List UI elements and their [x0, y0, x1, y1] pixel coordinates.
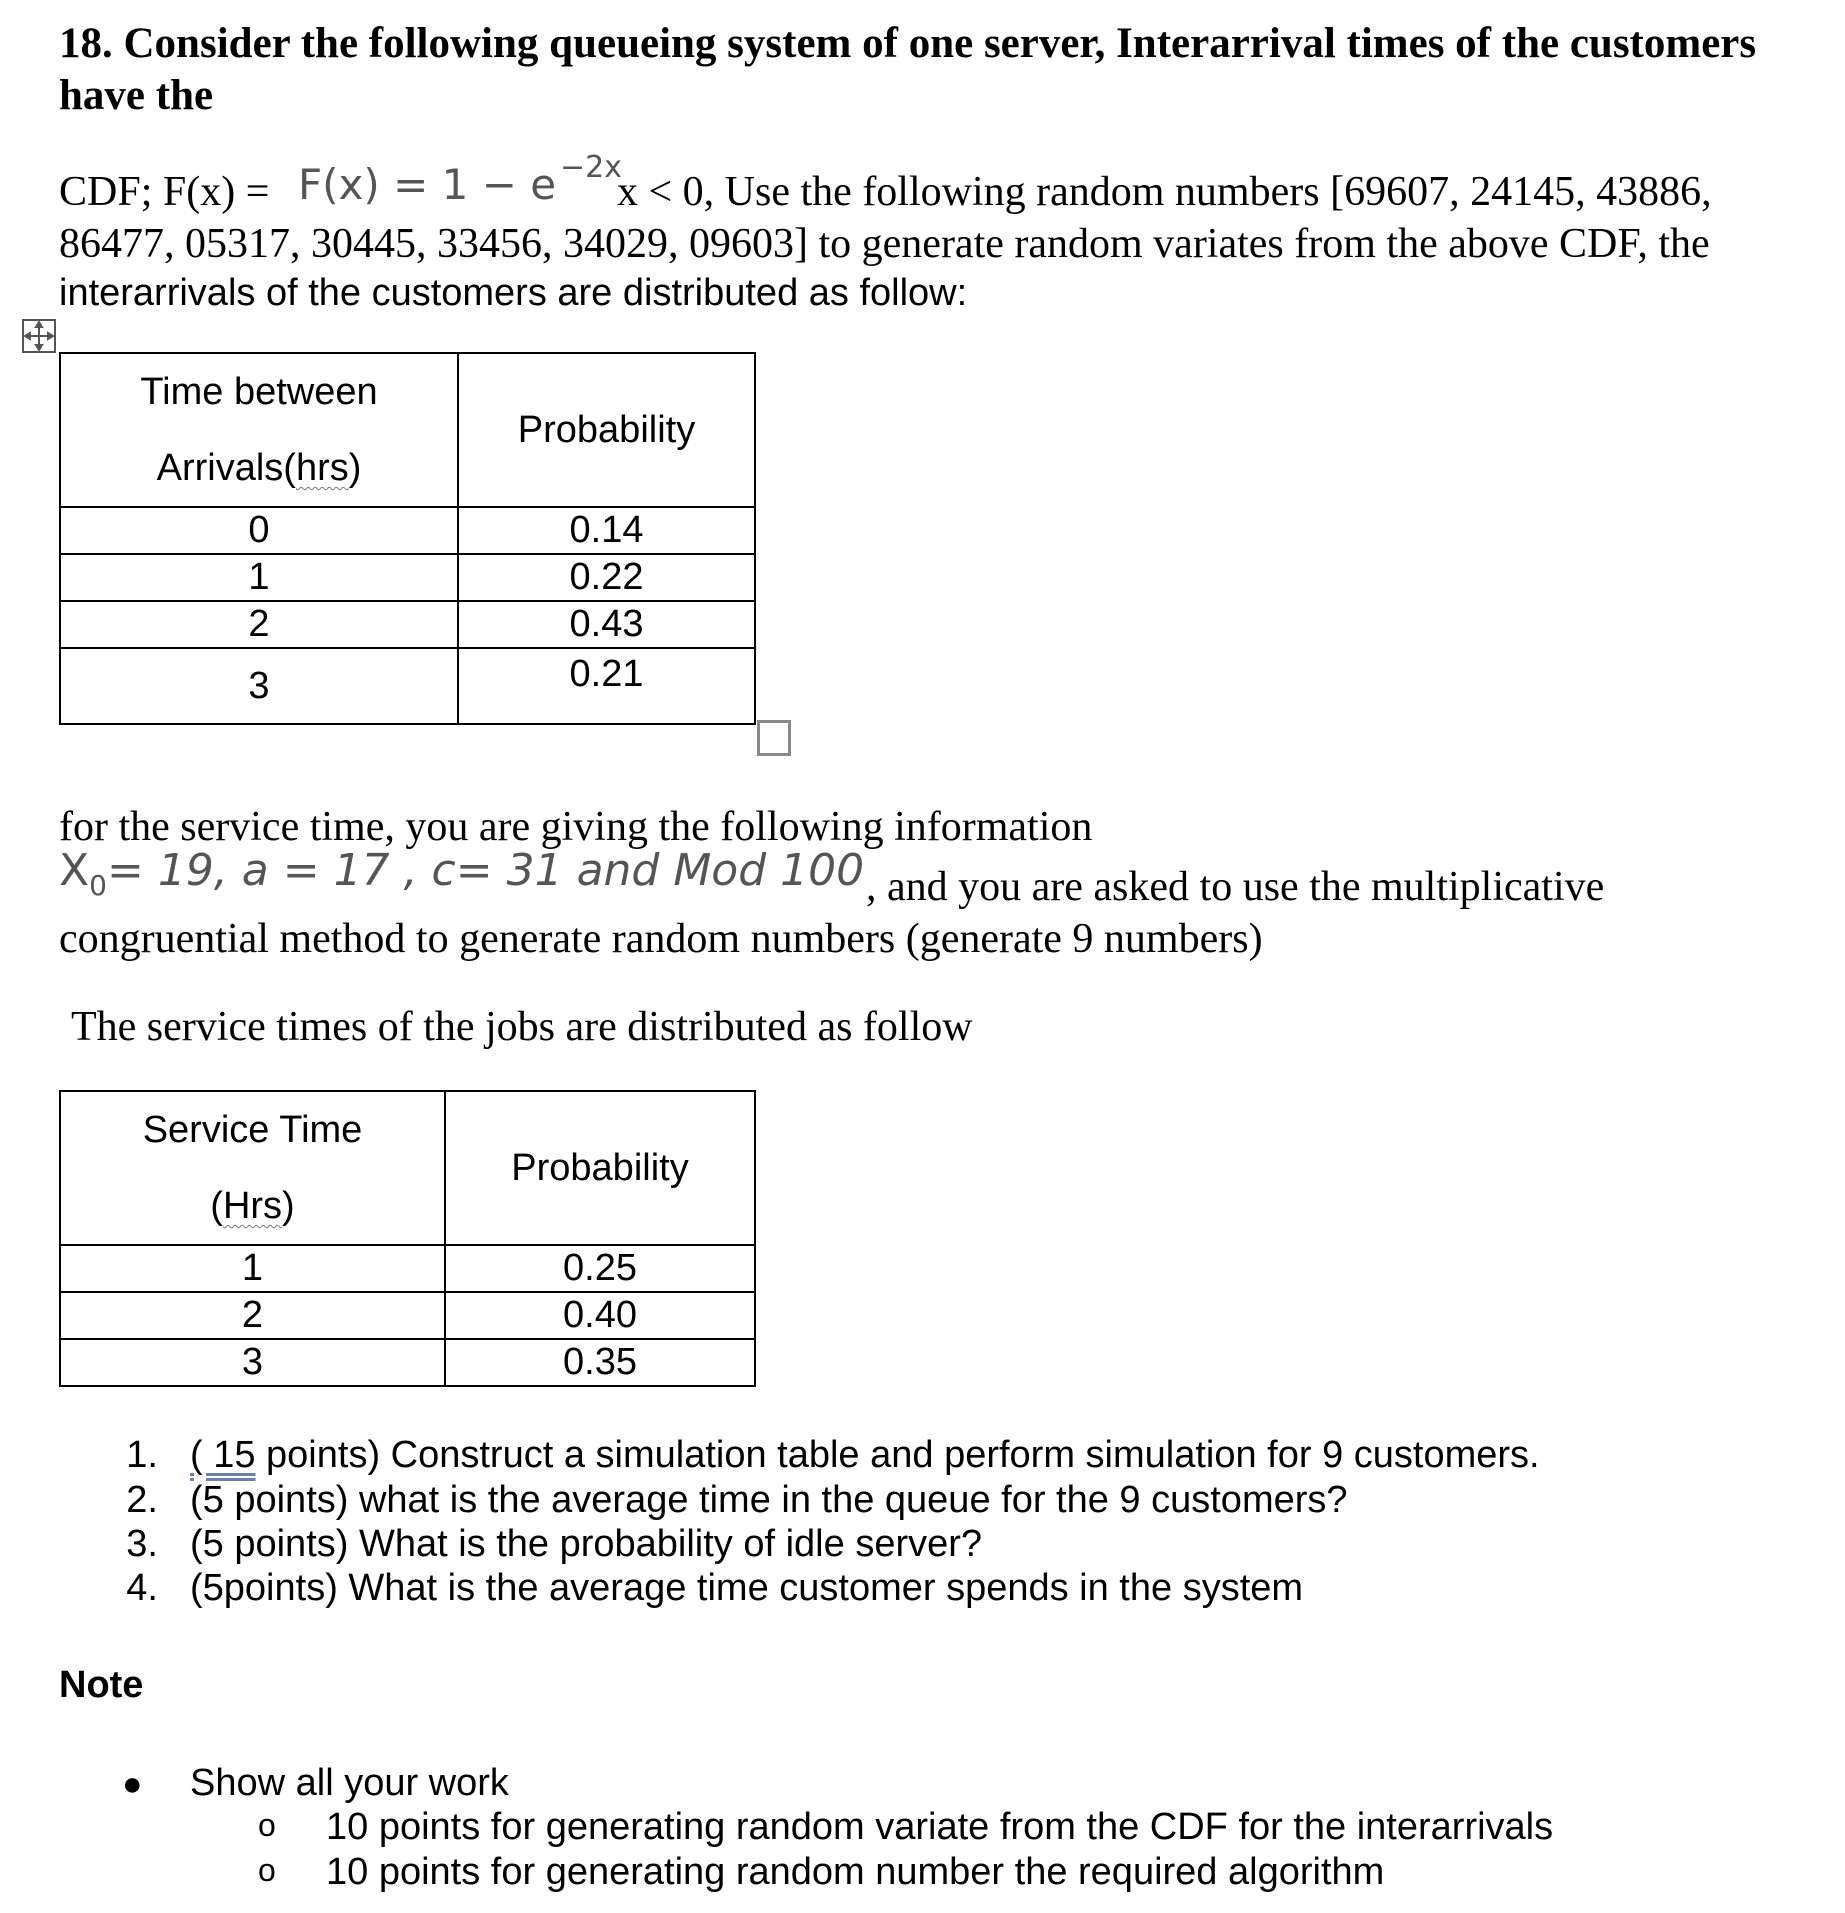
task-1 [190, 1434, 1540, 1477]
task-1-points: ( 15 [190, 1434, 256, 1476]
circle-bullet-icon: o [258, 1807, 276, 1843]
table-row [60, 1245, 755, 1292]
service-time-cell: 3 [60, 1339, 445, 1386]
interarrival-prob-cell: 0.14 [458, 507, 755, 554]
interarrival-prob-cell: 0.22 [458, 554, 755, 601]
task-1-text: points) Construct a simulation table and perform simulation for 9 customers. [255, 1434, 1540, 1476]
service-prob-cell: 0.35 [445, 1339, 755, 1386]
title-line-2: have the [59, 72, 214, 119]
move-handle-icon[interactable] [22, 319, 56, 353]
task-number: 2. [126, 1479, 158, 1521]
random-numbers-text: 86477, 05317, 30445, 33456, 34029, 09603] to generate random variates from the above CDF, the [59, 221, 1710, 267]
interarrival-prob-header: Probability [458, 353, 755, 507]
cdf-formula: F(x) = 1 − e [298, 160, 557, 209]
service-header-row [60, 1091, 755, 1245]
arrivals-hrs-label: Arrivals(hrs) [156, 447, 362, 489]
table-row [60, 1339, 755, 1386]
empty-checkbox[interactable] [757, 720, 791, 756]
interarrival-time-cell: 0 [60, 507, 458, 554]
lcg-params [59, 845, 864, 902]
multiplicative-text: , and you are asked to use the multiplicative [866, 864, 1605, 910]
circle-bullet-icon: o [258, 1852, 276, 1888]
table-row [60, 507, 755, 554]
hrs-spell-mark: Hrs [222, 1185, 283, 1227]
interarrival-prob-cell: 0.21 [458, 648, 755, 724]
note-sub-item: 10 points for generating random variate from the CDF for the interarrivals [326, 1806, 1554, 1848]
service-prob-cell: 0.40 [445, 1292, 755, 1339]
x0-symbol: X [59, 845, 90, 896]
interarrival-time-cell: 1 [60, 554, 458, 601]
time-between-label: Time between [140, 371, 378, 413]
task-number: 3. [126, 1523, 158, 1565]
cdf-exponent: −2x [560, 150, 622, 185]
service-time-cell: 1 [60, 1245, 445, 1292]
note-bullet: Show all your work [190, 1762, 509, 1804]
table-row [60, 1292, 755, 1339]
cdf-prefix: CDF; F(x) = [59, 169, 270, 215]
task-3: (5 points) What is the probability of idle server? [190, 1523, 983, 1565]
interarrival-time-cell: 2 [60, 601, 458, 648]
interarrival-time-header [60, 353, 458, 507]
service-time-cell: 2 [60, 1292, 445, 1339]
table-row [60, 648, 755, 724]
service-table [59, 1090, 756, 1387]
service-intro-line: for the service time, you are giving the following information [59, 804, 1093, 850]
task-number: 1. [126, 1434, 158, 1476]
service-prob-cell: 0.25 [445, 1245, 755, 1292]
congruential-text: congruential method to generate random numbers (generate 9 numbers) [59, 916, 1263, 962]
interarrival-table [59, 352, 756, 725]
x0-subscript: 0 [89, 868, 107, 902]
interarrival-prob-cell: 0.43 [458, 601, 755, 648]
interarrival-header-row [60, 353, 755, 507]
table-row [60, 601, 755, 648]
service-dist-text: The service times of the jobs are distributed as follow [71, 1004, 973, 1050]
interarrival-intro: interarrivals of the customers are distributed as follow: [59, 272, 968, 314]
service-hrs-label: (Hrs) [210, 1185, 295, 1227]
task-number: 4. [126, 1567, 158, 1609]
note-heading: Note [59, 1664, 144, 1706]
note-sub-item: 10 points for generating random number the required algorithm [326, 1851, 1385, 1893]
title-line-1: 18. Consider the following queueing system of one server, Interarrival times of the customers [59, 20, 1757, 67]
service-prob-header: Probability [445, 1091, 755, 1245]
question-title [59, 18, 1756, 122]
task-2: (5 points) what is the average time in the queue for the 9 customers? [190, 1479, 1348, 1521]
cdf-condition-text: x < 0, Use the following random numbers [69607, 24145, 43886, [617, 169, 1712, 215]
service-time-label: Service Time [142, 1109, 363, 1151]
task-4: (5points) What is the average time customer spends in the system [190, 1567, 1304, 1609]
table-row [60, 554, 755, 601]
hrs-spell-mark: hrs [295, 447, 349, 489]
bullet-dot-icon: ● [122, 1765, 143, 1803]
lcg-values: = 19, a = 17 , c= 31 and Mod 100 [106, 845, 865, 896]
service-time-header [60, 1091, 445, 1245]
interarrival-time-cell: 3 [60, 648, 458, 724]
